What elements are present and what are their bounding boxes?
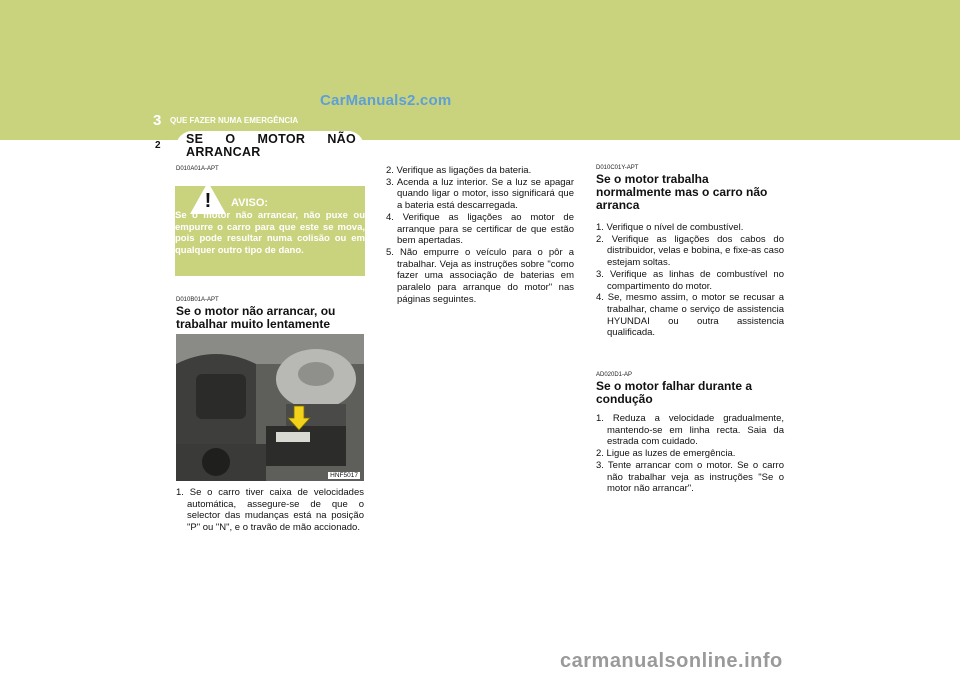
list-item: 1. Se o carro tiver caixa de velocidades automática, assegure-se de que o selector das mudanças está na posição "P" ou "N", e o travão de mão accionado.: [176, 487, 364, 534]
exclamation-icon: !: [204, 190, 212, 212]
list-item: 2. Verifique as ligações da bateria.: [386, 165, 532, 176]
list-item: 4. Verifique as ligações ao motor de arranque para se certificar de que estão bem apertadas.: [386, 211, 574, 247]
chapter-number: 3: [153, 112, 162, 129]
list-item: 3. Verifique as linhas de combustível no compartimento do motor.: [596, 268, 784, 292]
section-heading: Se o motor não arrancar, ou trabalhar muito lentamente: [176, 304, 336, 331]
warning-text: Se o motor não arrancar, não puxe ou empurre o carro para que este se mova, pois pode resultar numa colisão ou em qualquer outro tipo de dano.: [175, 210, 365, 257]
section2-code: AD020D1-AP: [596, 372, 633, 378]
list-item: 2. Verifique as ligações dos cabos do distribuidor, velas e bobina, e fixe-as caso estejam soltas.: [596, 233, 784, 269]
footer-watermark: carmanualsonline.info: [560, 650, 783, 672]
section1-heading: Se o motor trabalha normalmente mas o carro não arranca: [596, 172, 768, 212]
list-item: 1. Verifique o nível de combustível.: [596, 222, 744, 233]
warning-title: AVISO:: [231, 197, 269, 209]
list-item: 3. Tente arrancar com o motor. Se o carro não trabalhar veja as instruções "Se o motor não arrancar".: [596, 459, 784, 495]
section2-list: [596, 413, 784, 495]
list-item: 2. Ligue as luzes de emergência.: [596, 448, 736, 460]
list-item: 4. Se, mesmo assim, o motor se recusar a trabalhar, chame o serviço de assistencia HYUNDAI ou outra assistencia qualificada.: [596, 292, 784, 339]
header-band: [0, 0, 960, 140]
chapter-title: QUE FAZER NUMA EMERGÊNCIA: [170, 116, 299, 125]
section-code: D010B01A-APT: [176, 297, 219, 303]
top-watermark: CarManuals2.com: [320, 92, 452, 109]
engine-bay-image: [176, 334, 364, 481]
section2-heading: Se o motor falhar durante a condução: [596, 379, 753, 406]
section1-list: [596, 222, 784, 339]
warning-code: D010A01A-APT: [176, 166, 219, 172]
left-list: [176, 487, 364, 534]
page-number: 2: [155, 140, 161, 151]
middle-list: [386, 165, 574, 305]
section1-code: D010C01Y-APT: [596, 165, 639, 171]
photo-label: HNF5017: [330, 472, 358, 479]
section-title: SE O MOTOR NÃO ARRANCAR: [186, 132, 356, 159]
list-item: 1. Reduza a velocidade gradualmente, mantendo-se em linha recta. Saia da estrada com cuidado.: [596, 413, 784, 448]
list-item: 3. Acenda a luz interior. Se a luz se apagar quando ligar o motor, isso significará que a bateria está descarregada.: [386, 176, 574, 212]
list-item: 5. Não empurre o veículo para o pôr a trabalhar. Veja as instruções sobre "como fazer uma associação de baterias em paralelo para arranque do motor" nas páginas seguintes.: [386, 246, 574, 305]
engine-photo: [176, 334, 364, 481]
